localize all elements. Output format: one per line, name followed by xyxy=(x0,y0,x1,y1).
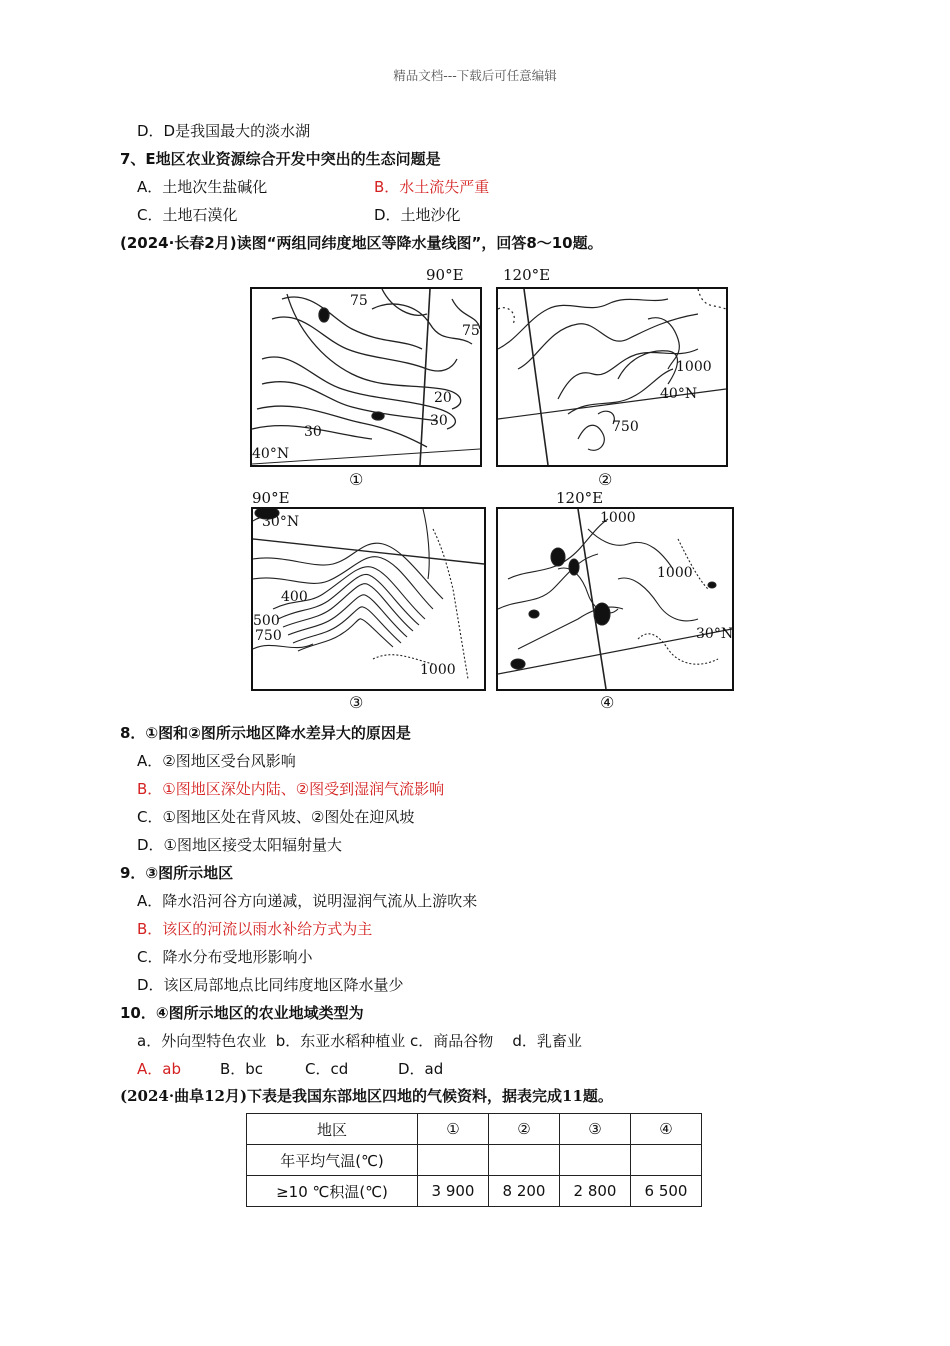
map2-lon-label: 120°E xyxy=(503,266,551,284)
table-row xyxy=(247,1176,702,1207)
map4-contour-1000b: 1000 xyxy=(657,565,693,581)
map3-contour-750: 750 xyxy=(255,628,282,644)
q9-option-c: C．降水分布受地形影响小 xyxy=(137,948,313,966)
q9-option-d: D．该区局部地点比同纬度地区降水量少 xyxy=(137,976,404,994)
map-2 xyxy=(496,287,728,467)
map2-contour-1000: 1000 xyxy=(676,359,712,375)
map3-contour-400: 400 xyxy=(281,589,308,605)
table-cell: ≥10 ℃积温(℃) xyxy=(247,1176,418,1207)
q10-option-b: B．bc xyxy=(220,1060,264,1078)
q9-option-b-answer: B．该区的河流以雨水补给方式为主 xyxy=(137,920,373,938)
table-header-cell: ② xyxy=(489,1114,560,1145)
q8-option-c: C．①图地区处在背风坡、②图处在迎风坡 xyxy=(137,808,415,826)
intro-8-10: (2024·长春2月)读图“两组同纬度地区等降水量线图”，回答8～10题。 xyxy=(120,234,603,252)
q10-option-a-answer: A．ab xyxy=(137,1060,181,1078)
map4-lon-label: 120°E xyxy=(556,489,604,507)
map1-caption: ① xyxy=(349,470,364,489)
map1-lon-label: 90°E xyxy=(426,266,464,284)
map1-contour-20: 20 xyxy=(434,390,452,406)
map1-contour-75a: 75 xyxy=(350,293,368,309)
table-cell xyxy=(560,1145,631,1176)
map3-lat-label: 30°N xyxy=(262,514,300,530)
map-4 xyxy=(496,507,734,691)
map2-lat-label: 40°N xyxy=(660,386,698,402)
q7-stem: 7、E地区农业资源综合开发中突出的生态问题是 xyxy=(120,150,441,168)
climate-table xyxy=(246,1113,702,1207)
q10-option-d: D．ad xyxy=(398,1060,444,1078)
map1-lat-label: 40°N xyxy=(252,446,290,462)
table-cell xyxy=(631,1145,702,1176)
map4-caption: ④ xyxy=(600,693,615,712)
map3-contour-500: 500 xyxy=(253,613,280,629)
map3-lon-label: 90°E xyxy=(252,489,290,507)
table-header-cell: ① xyxy=(418,1114,489,1145)
q10-choices: a．外向型特色农业 b．东亚水稻种植业 c．商品谷物 d．乳畜业 xyxy=(137,1032,582,1050)
q10-option-c: C．cd xyxy=(305,1060,349,1078)
table-row xyxy=(247,1145,702,1176)
intro-11: (2024·曲阜12月)下表是我国东部地区四地的气候资料，据表完成11题。 xyxy=(120,1087,613,1105)
q7-option-a: A．土地次生盐碱化 xyxy=(137,178,268,196)
table-header-row xyxy=(247,1114,702,1145)
q6-option-d: D．D是我国最大的淡水湖 xyxy=(137,122,311,140)
table-header-cell: ④ xyxy=(631,1114,702,1145)
table-cell: 年平均气温(℃) xyxy=(247,1145,418,1176)
map4-contour-1000a: 1000 xyxy=(600,510,636,526)
table-cell: 6 500 xyxy=(631,1176,702,1207)
q7-option-b-answer: B．水土流失严重 xyxy=(374,178,490,196)
table-header-cell: 地区 xyxy=(247,1114,418,1145)
q8-stem: 8．①图和②图所示地区降水差异大的原因是 xyxy=(120,724,411,742)
map2-contour-750: 750 xyxy=(612,419,639,435)
page-header: 精品文档---下载后可任意编辑 xyxy=(393,68,557,83)
q9-stem: 9．③图所示地区 xyxy=(120,864,234,882)
table-cell: 2 800 xyxy=(560,1176,631,1207)
table-header-cell: ③ xyxy=(560,1114,631,1145)
q8-option-a: A．②图地区受台风影响 xyxy=(137,752,296,770)
map1-contour-75b: 75 xyxy=(462,323,480,339)
map2-caption: ② xyxy=(598,470,613,489)
table-cell xyxy=(489,1145,560,1176)
map3-caption: ③ xyxy=(349,693,364,712)
q9-option-a: A．降水沿河谷方向递减，说明湿润气流从上游吹来 xyxy=(137,892,478,910)
table-cell: 3 900 xyxy=(418,1176,489,1207)
q8-option-d: D．①图地区接受太阳辐射量大 xyxy=(137,836,342,854)
map4-lat-label: 30°N xyxy=(696,626,734,642)
table-cell: 8 200 xyxy=(489,1176,560,1207)
table-cell xyxy=(418,1145,489,1176)
q7-option-d: D．土地沙化 xyxy=(374,206,461,224)
q8-option-b-answer: B．①图地区深处内陆、②图受到湿润气流影响 xyxy=(137,780,445,798)
map3-contour-1000: 1000 xyxy=(420,662,456,678)
q7-option-c: C．土地石漠化 xyxy=(137,206,238,224)
q10-stem: 10．④图所示地区的农业地域类型为 xyxy=(120,1004,364,1022)
map1-contour-30b: 30 xyxy=(304,424,322,440)
map1-contour-30a: 30 xyxy=(430,413,448,429)
map-1 xyxy=(250,287,482,467)
